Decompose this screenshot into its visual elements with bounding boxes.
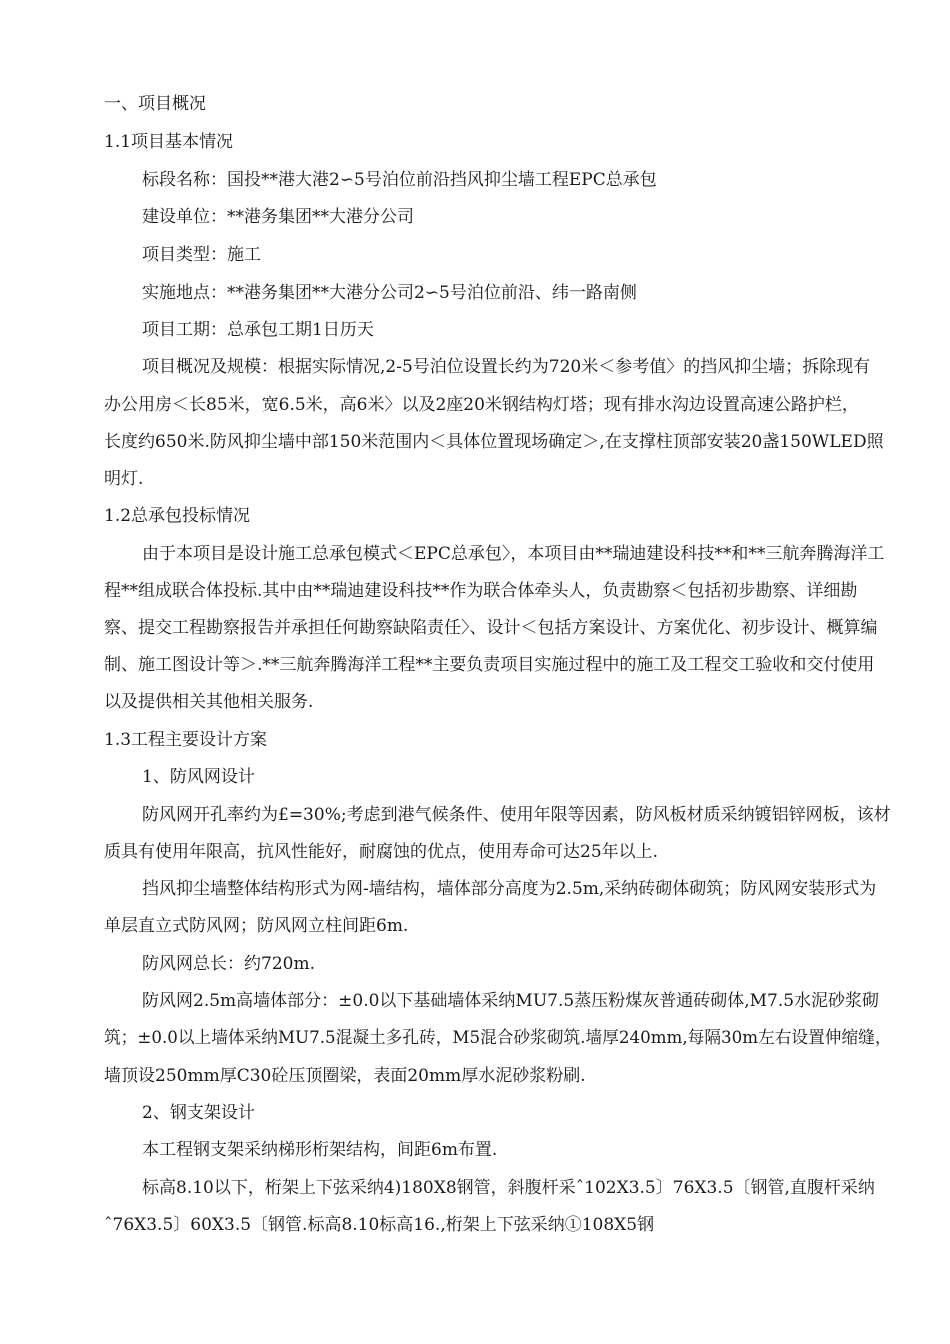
design-paragraph-line: ˆ76X3.5〕60X3.5〔钢管.标高8.10标高16.,桁架上下弦采纳①108X5钢: [104, 1215, 655, 1235]
design-paragraph-line: 标高8.10以下，桁架上下弦采纳4)180X8钢管，斜腹杆采ˆ102X3.5〕76X3.5〔钢管,直腹杆采纳: [142, 1178, 875, 1198]
design-paragraph-line: 防风网总长：约720m.: [142, 954, 315, 974]
subsection-title: 1.2总承包投标情况: [104, 506, 251, 526]
subsection-title: 1.1项目基本情况: [104, 132, 234, 152]
bid-paragraph-line: 以及提供相关其他相关服务.: [104, 692, 314, 712]
section-title: 一、项目概况: [104, 94, 206, 114]
design-paragraph-line: 本工程钢支架采纳梯形桁架结构，间距6m布置.: [142, 1140, 498, 1160]
owner: 建设单位：**港务集团**大港分公司: [142, 207, 414, 227]
tender-name: 标段名称：国投**港大港2∽5号泊位前沿挡风抑尘墙工程EPC总承包: [142, 170, 657, 190]
scale-paragraph-line: 明灯.: [104, 469, 144, 489]
scale-paragraph-line: 长度约650米.防风抑尘墙中部150米范围内＜具体位置现场确定＞,在支撑柱顶部安装20盏150WLED照: [104, 432, 884, 452]
bid-paragraph-line: 程**组成联合体投标.其中由**瑞迪建设科技**作为联合体牵头人，负责勘察＜包括初步勘察、详细勘: [104, 581, 858, 601]
period: 项目工期：总承包工期1日历天: [142, 320, 374, 340]
design-paragraph-line: 挡风抑尘墙整体结构形式为网-墙结构，墙体部分高度为2.5m,采纳砖砌体砌筑；防风网安装形式为: [142, 879, 877, 899]
design-paragraph-line: 防风网开孔率约为£=30%;考虑到港气候条件、使用年限等因素，防风板材质采纳镀铝锌网板，该材: [142, 805, 891, 825]
scale-paragraph-line: 办公用房＜长85米，宽6.5米，高6米〉以及2座20米钢结构灯塔；现有排水沟边设置高速公路护栏，: [104, 395, 859, 415]
design-paragraph-line: 墙顶设250mm厚C30砼压顶圈梁，表面20mm厚水泥砂浆粉刷.: [104, 1066, 586, 1086]
design-subtitle: 2、钢支架设计: [142, 1103, 255, 1123]
bid-paragraph-line: 察、提交工程勘察报告并承担任何勘察缺陷责任〉、设计＜包括方案设计、方案优化、初步设计、概算编: [104, 618, 878, 638]
subsection-title: 1.3工程主要设计方案: [104, 730, 268, 750]
bid-paragraph-line: 由于本项目是设计施工总承包模式＜EPC总承包〉，本项目由**瑞迪建设科技**和**三航奔腾海洋工: [142, 544, 885, 564]
bid-paragraph-line: 制、施工图设计等＞.**三航奔腾海洋工程**主要负责项目实施过程中的施工及工程交工验收和交付使用: [104, 655, 875, 675]
design-paragraph-line: 防风网2.5m高墙体部分：±0.0以下基础墙体采纳MU7.5蒸压粉煤灰普通砖砌体,M7.5水泥砂浆砌: [142, 991, 880, 1011]
scale-paragraph-line: 项目概况及规模：根据实际情况,2-5号泊位设置长约为720米＜参考值〉的挡风抑尘墙；拆除现有: [142, 357, 871, 377]
design-subtitle: 1、防风网设计: [142, 767, 255, 787]
design-paragraph-line: 筑；±0.0以上墙体采纳MU7.5混凝土多孔砖，M5混合砂浆砌筑.墙厚240mm,每隔30m左右设置伸缩缝，: [104, 1028, 892, 1048]
design-paragraph-line: 单层直立式防风网；防风网立柱间距6m.: [104, 916, 409, 936]
design-paragraph-line: 质具有使用年限高，抗风性能好，耐腐蚀的优点，使用寿命可达25年以上.: [104, 842, 659, 862]
location: 实施地点：**港务集团**大港分公司2∽5号泊位前沿、纬一路南侧: [142, 283, 637, 303]
project-type: 项目类型：施工: [142, 245, 261, 265]
